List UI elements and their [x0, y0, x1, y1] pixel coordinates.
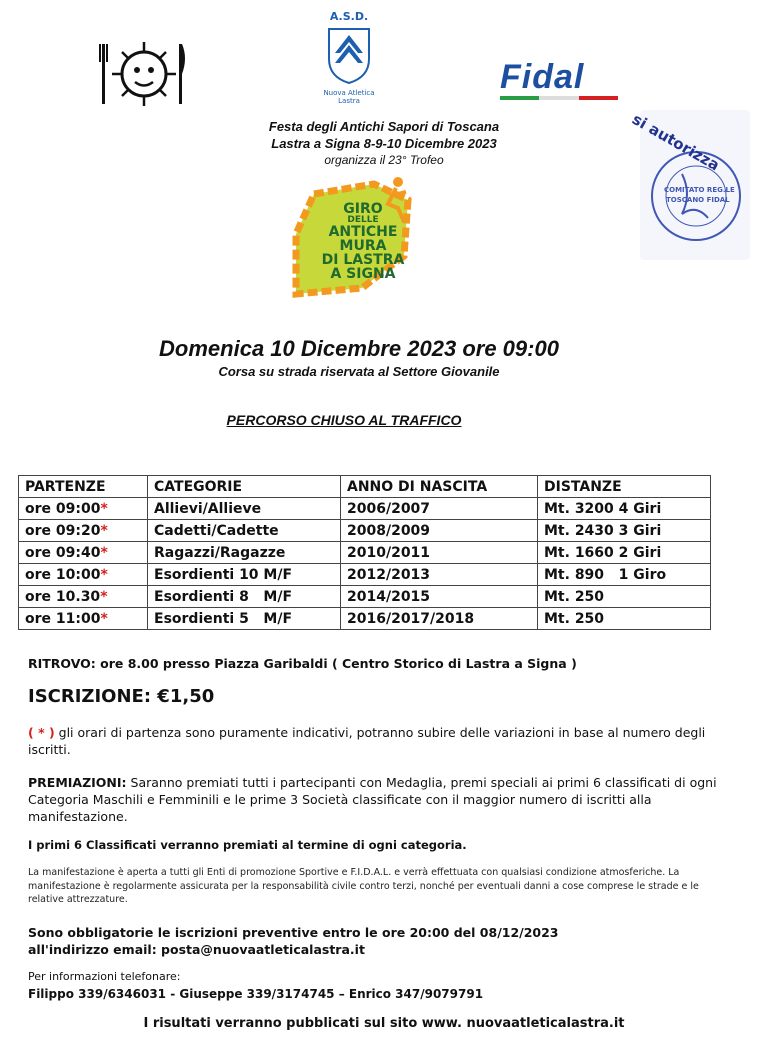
asterisk-mark: *	[100, 588, 108, 605]
iscrizione-price: ISCRIZIONE: €1,50	[28, 686, 215, 707]
table-row	[19, 564, 711, 586]
table-row	[19, 498, 711, 520]
stamp-arc-text: si autorizza	[629, 110, 723, 175]
asterisk-mark: *	[100, 500, 108, 517]
cell-distanza-text: Mt. 1660 2 Giri	[544, 544, 662, 561]
event-logo-line-4: MURA	[339, 238, 387, 254]
cell-partenza	[19, 542, 148, 564]
table-row	[19, 520, 711, 542]
premiazioni-text: Saranno premiati tutti i partecipanti con Medaglia, premi speciali ai primi 6 classificati di ogni Categoria Maschili e Femminili e le prime 3 Società classificate con il maggior numero di iscritti alla manifestazione.	[28, 775, 717, 824]
schedule-table	[18, 475, 711, 630]
cell-categoria	[148, 520, 341, 542]
table-header-row	[19, 476, 711, 498]
percorso-notice: PERCORSO CHIUSO AL TRAFFICO	[226, 412, 462, 428]
cell-anno	[341, 498, 538, 520]
asterisk-mark: *	[100, 522, 108, 539]
fidal-logo	[500, 58, 624, 106]
event-logo	[278, 174, 438, 310]
cell-distanza	[538, 586, 711, 608]
cell-distanza-text: Mt. 250	[544, 610, 605, 627]
cell-distanza	[538, 498, 711, 520]
asterisk-mark: *	[100, 566, 108, 583]
col-header-partenze: PARTENZE	[19, 476, 148, 498]
luogo-line: Lastra a Signa 8-9-10 Dicembre 2023	[271, 136, 497, 151]
ritrovo-info: RITROVO: ore 8.00 presso Piazza Garibaldi ( Centro Storico di Lastra a Signa )	[28, 656, 577, 671]
fidal-wordmark: Fidal	[500, 58, 585, 96]
cell-partenza	[19, 564, 148, 586]
cell-distanza-text: Mt. 250	[544, 588, 605, 605]
cell-distanza	[538, 608, 711, 630]
risultati-notice: I risultati verranno pubblicati sul sito www. nuovaatleticalastra.it	[143, 1016, 625, 1031]
col-header-distanze: DISTANZE	[538, 476, 711, 498]
organizza-line: organizza il 23° Trofeo	[324, 153, 444, 167]
cell-anno-text: 2010/2011	[347, 544, 431, 561]
italian-flag-stripe	[500, 96, 618, 100]
cell-anno-text: 2016/2017/2018	[347, 610, 475, 627]
cell-anno-text: 2008/2009	[347, 522, 431, 539]
table-row	[19, 542, 711, 564]
cell-categoria-text: Allievi/Allieve	[154, 500, 262, 517]
cell-partenza-text: ore 09:00	[25, 500, 101, 517]
note-mark: ( * )	[28, 725, 55, 740]
shield-icon	[312, 23, 386, 85]
cell-distanza-text: Mt. 890 1 Giro	[544, 566, 667, 583]
cell-categoria-text: Esordienti 5 M/F	[154, 610, 293, 627]
cell-categoria	[148, 564, 341, 586]
cell-partenza-text: ore 10.30	[25, 588, 101, 605]
cell-distanza	[538, 542, 711, 564]
event-logo-line-3: ANTICHE	[328, 224, 398, 240]
cell-partenza-text: ore 09:20	[25, 522, 101, 539]
festa-line: Festa degli Antichi Sapori di Toscana	[268, 119, 500, 134]
col-header-anno: ANNO DI NASCITA	[341, 476, 538, 498]
cell-distanza	[538, 564, 711, 586]
event-logo-line-2: DELLE	[347, 215, 379, 225]
cell-anno-text: 2014/2015	[347, 588, 431, 605]
cell-distanza-text: Mt. 3200 4 Giri	[544, 500, 662, 517]
cell-categoria	[148, 542, 341, 564]
stamp-inner-2: TOSCANO FIDAL	[666, 196, 730, 204]
cell-partenza	[19, 608, 148, 630]
cell-partenza	[19, 586, 148, 608]
primi-classificati: I primi 6 Classificati verranno premiati al termine di ogni categoria.	[28, 838, 467, 852]
cell-anno	[341, 520, 538, 542]
cell-partenza-text: ore 11:00	[25, 610, 101, 627]
email-line: all'indirizzo email: posta@nuovaatleticalastra.it	[28, 942, 365, 957]
cell-partenza	[19, 498, 148, 520]
cell-distanza	[538, 520, 711, 542]
cell-partenza	[19, 520, 148, 542]
asd-nuova-atletica-logo	[312, 10, 386, 105]
iscrizioni-deadline	[28, 924, 728, 958]
cell-anno	[341, 564, 538, 586]
cell-categoria	[148, 586, 341, 608]
cell-partenza-text: ore 10:00	[25, 566, 101, 583]
cell-anno-text: 2006/2007	[347, 500, 431, 517]
disclaimer-text: La manifestazione è aperta a tutti gli Enti di promozione Sportive e F.I.D.A.L. e verrà effettuata con qualsiasi condizione atmosferiche. La manifestazione è regolarmente assicurata per la responsabilità civile contro terzi, nonché per eventuali danni a cose comprese le strade e le relative attrezzature.	[28, 867, 699, 905]
cell-categoria-text: Cadetti/Cadette	[154, 522, 279, 539]
col-header-categorie: CATEGORIE	[148, 476, 341, 498]
cell-distanza-text: Mt. 2430 3 Giri	[544, 522, 662, 539]
stamp-inner-1: COMITATO REG.LE	[664, 186, 735, 194]
cell-anno	[341, 586, 538, 608]
note-text: gli orari di partenza sono puramente indicativi, potranno subire delle variazioni in base al numero degli iscritti.	[28, 725, 706, 757]
premiazioni-label: PREMIAZIONI:	[28, 775, 127, 790]
cell-categoria-text: Esordienti 10 M/F	[154, 566, 293, 583]
cell-categoria-text: Esordienti 8 M/F	[154, 588, 293, 605]
event-subtitle: Corsa su strada riservata al Settore Giovanile	[218, 364, 500, 379]
contatti-list: Filippo 339/6346031 - Giuseppe 339/3174745 – Enrico 347/9079791	[28, 987, 484, 1001]
event-logo-line-1: GIRO	[343, 201, 383, 217]
telefono-label: Per informazioni telefonare:	[28, 970, 181, 983]
table-row	[19, 608, 711, 630]
event-logo-line-5: DI LASTRA	[321, 252, 405, 268]
cell-categoria	[148, 498, 341, 520]
cell-anno	[341, 542, 538, 564]
orari-note	[28, 724, 738, 758]
deadline-line: Sono obbligatorie le iscrizioni preventive entro le ore 20:00 del 08/12/2023	[28, 925, 559, 940]
cell-anno-text: 2012/2013	[347, 566, 431, 583]
cell-anno	[341, 608, 538, 630]
table-row	[19, 586, 711, 608]
event-title: Domenica 10 Dicembre 2023 ore 09:00	[159, 336, 559, 361]
cell-categoria	[148, 608, 341, 630]
premiazioni-info	[28, 774, 718, 825]
event-logo-line-6: A SIGNA	[330, 266, 396, 282]
asd-label: A.S.D.	[329, 10, 369, 23]
asterisk-mark: *	[100, 610, 108, 627]
asd-name: Nuova Atletica Lastra	[323, 89, 375, 105]
cell-partenza-text: ore 09:40	[25, 544, 101, 561]
cell-categoria-text: Ragazzi/Ragazze	[154, 544, 286, 561]
asterisk-mark: *	[100, 544, 108, 561]
sun-cutlery-logo	[98, 38, 190, 108]
